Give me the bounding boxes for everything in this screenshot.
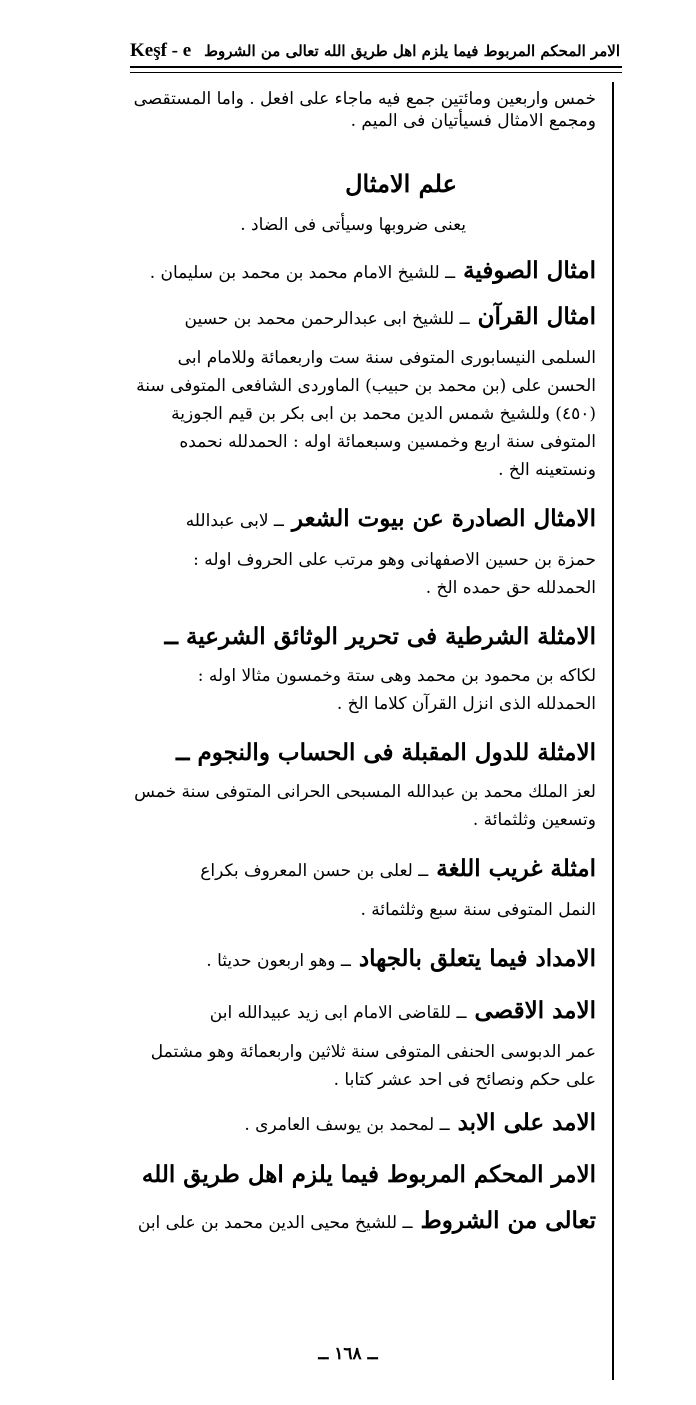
entry-heading bbox=[96, 256, 596, 288]
entry-text-line: حمزة بن حسين الاصفهانى وهو مرتب على الحروف اوله : bbox=[193, 550, 596, 570]
entry-title: الامثلة للدول المقبلة فى الحساب والنجوم ــ bbox=[176, 739, 596, 766]
entry-author: ــ للقاضى الامام ابى زيد عبيدالله ابن bbox=[209, 1003, 467, 1023]
entry-text-line: لعز الملك محمد بن عبدالله المسبحى الحرانى المتوفى سنة خمس bbox=[134, 782, 596, 802]
entry-author: ــ للشيخ الامام محمد بن محمد بن سليمان . bbox=[149, 263, 456, 283]
entry-text-line: السلمى النيسابورى المتوفى سنة ست واربعمائة وللامام ابى bbox=[177, 348, 596, 368]
running-title: الامر المحكم المربوط فيما يلزم اهل طريق الله تعالى من الشروط bbox=[204, 42, 620, 60]
entry-title: امثال الصوفية bbox=[463, 257, 596, 284]
entry-text-line: المتوفى سنة اربع وخمسين وسبعمائة اوله : الحمدلله نحمده bbox=[179, 432, 596, 452]
entry-text-line: لكاكه بن محمود بن محمد وهى ستة وخمسون مثالا اوله : bbox=[197, 666, 596, 686]
entry-heading bbox=[96, 854, 596, 886]
margin-rule bbox=[612, 82, 614, 1380]
entry-heading bbox=[96, 996, 596, 1028]
entry-text-line: على حكم ونصائح فى احد عشر كتابا . bbox=[333, 1070, 596, 1090]
entry-title: امثلة غريب اللغة bbox=[436, 855, 596, 882]
entry-author: ــ لابى عبدالله bbox=[185, 511, 284, 531]
intro-line: خمس واربعين ومائتين جمع فيه ماجاء على افعل . واما المستقصى bbox=[133, 89, 596, 109]
running-header bbox=[130, 36, 620, 66]
entry-heading bbox=[96, 622, 596, 652]
intro-line: ومجمع الامثال فسيأتيان فى الميم . bbox=[350, 111, 596, 131]
text-column bbox=[96, 88, 596, 1238]
entry-text-line: النمل المتوفى سنة سبع وثلثمائة . bbox=[360, 900, 596, 920]
entry-title: امثال القرآن bbox=[477, 303, 596, 330]
entry-author: ــ لعلى بن حسن المعروف بكراع bbox=[200, 861, 429, 881]
section-note: يعنى ضروبها وسيأتى فى الضاد . bbox=[240, 215, 466, 235]
entry-text-line: وتسعين وثلثمائة . bbox=[472, 810, 596, 830]
entry-title: الامر المحكم المربوط فيما يلزم اهل طريق الله bbox=[141, 1161, 596, 1188]
entry-text-line: عمر الدبوسى الحنفى المتوفى سنة ثلاثين واربعمائة وهو مشتمل bbox=[150, 1042, 596, 1062]
entry-title: الامد الاقصى bbox=[474, 997, 596, 1024]
entry-title: تعالى من الشروط bbox=[420, 1207, 596, 1234]
entry-text-line: الحسن على (بن محمد بن حبيب) الماوردى الشافعى المتوفى سنة bbox=[136, 376, 596, 396]
header-rule-thin bbox=[130, 72, 622, 73]
entry-text-line: الحمدلله الذى انزل القرآن كلاما الخ . bbox=[336, 694, 596, 714]
entry-heading bbox=[96, 1160, 596, 1190]
entry-heading bbox=[96, 944, 596, 976]
section-title: علم الامثال bbox=[345, 169, 457, 198]
entry-title: الامثال الصادرة عن بيوت الشعر bbox=[291, 505, 596, 532]
entry-title: الامد على الابد bbox=[457, 1109, 596, 1136]
page-number: ــ ١٦٨ ــ bbox=[318, 1344, 378, 1364]
entry-text-line: (٤٥٠) وللشيخ شمس الدين محمد بن ابى بكر بن قيم الجوزية bbox=[171, 404, 596, 424]
entry-title: الامثلة الشرطية فى تحرير الوثائق الشرعية ــ bbox=[164, 623, 596, 650]
entry-heading bbox=[96, 302, 596, 334]
entry-heading bbox=[96, 504, 596, 536]
entry-text-line: الحمدلله حق حمده الخ . bbox=[425, 578, 596, 598]
page-signature: Keşf - e bbox=[130, 40, 192, 61]
entry-author: ــ وهو اربعون حديثا . bbox=[206, 951, 351, 971]
entry-author: ــ للشيخ محيى الدين محمد بن على ابن bbox=[137, 1213, 413, 1233]
entry-heading bbox=[96, 1206, 596, 1238]
entry-heading bbox=[96, 1108, 596, 1140]
header-rule-thick bbox=[130, 66, 622, 68]
entry-title: الامداد فيما يتعلق بالجهاد bbox=[358, 945, 596, 972]
entry-author: ــ لمحمد بن يوسف العامرى . bbox=[244, 1115, 450, 1135]
entry-heading bbox=[96, 738, 596, 768]
entry-author: ــ للشيخ ابى عبدالرحمن محمد بن حسين bbox=[184, 309, 470, 329]
entry-text-line: ونستعينه الخ . bbox=[498, 460, 596, 480]
